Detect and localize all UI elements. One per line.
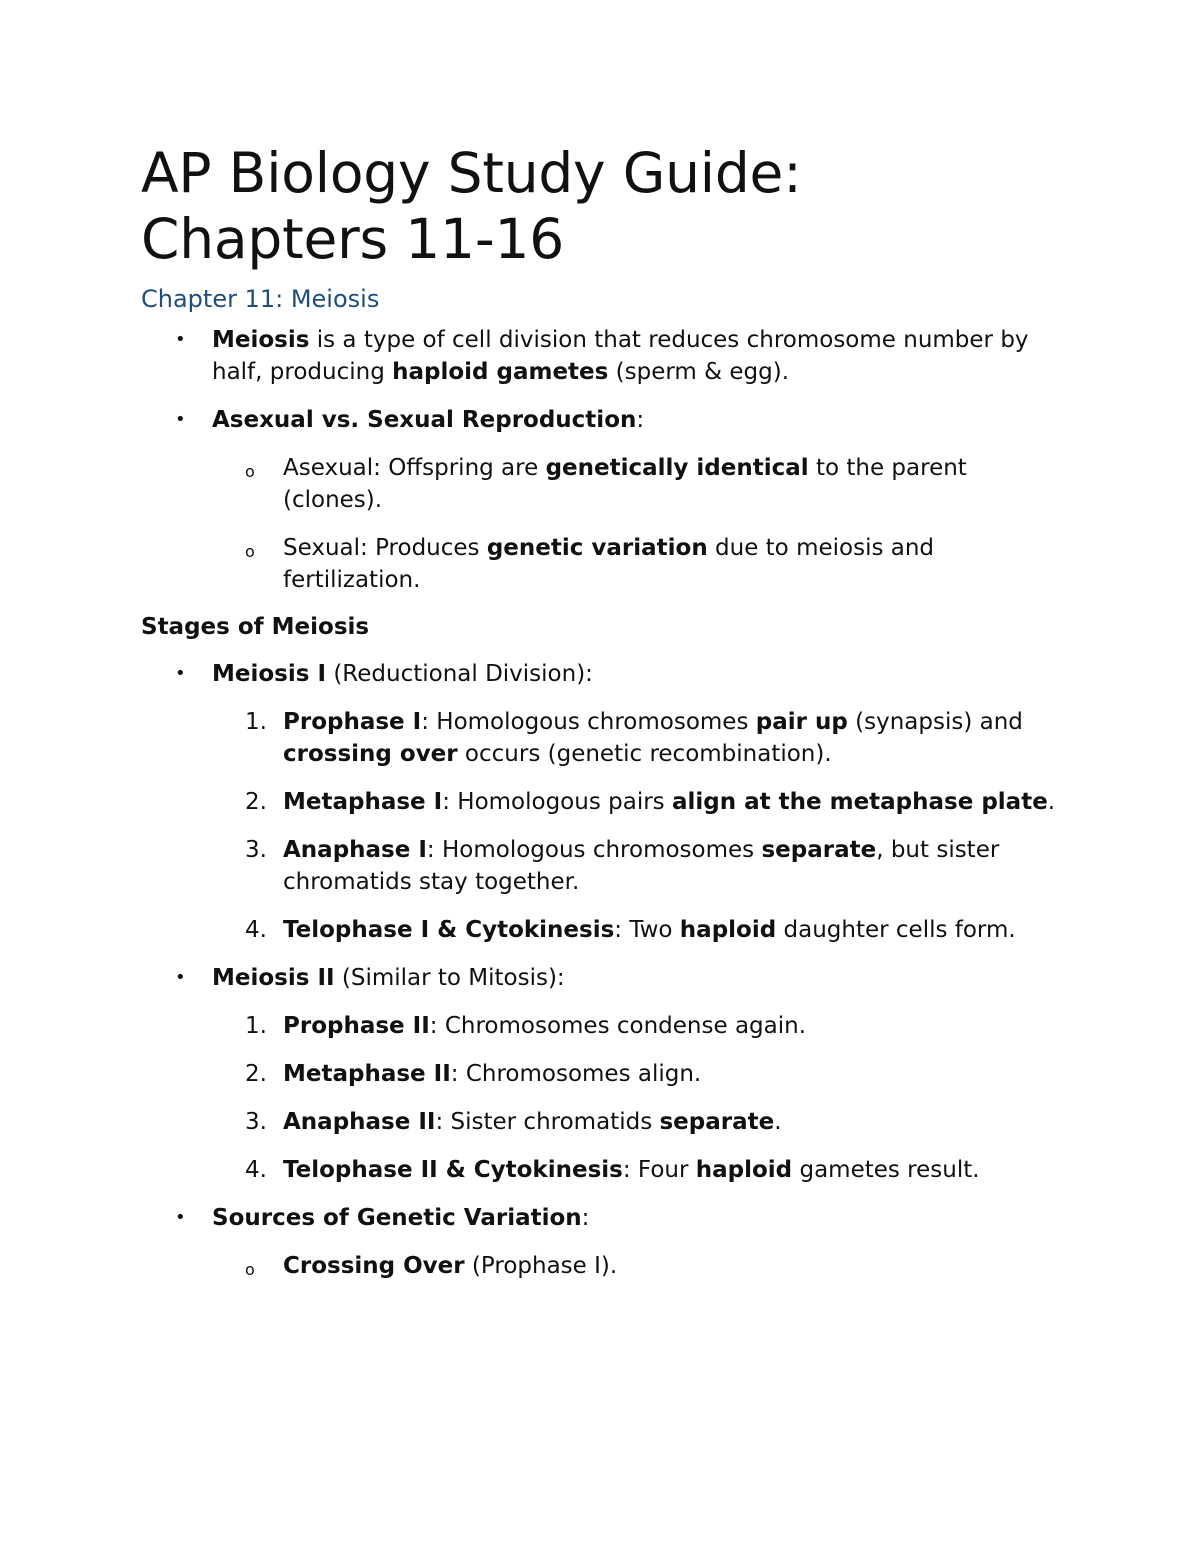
list-number: 2. <box>245 1061 267 1087</box>
bold-text: Meiosis II <box>212 965 335 991</box>
item-text: (Similar to Mitosis): <box>334 965 565 991</box>
item-text: : <box>636 407 645 433</box>
bold-text: pair up <box>755 709 848 735</box>
item-text: is a type of cell division that reduces chromosome number by half, producing <box>212 327 1029 385</box>
item-text: : <box>581 1205 590 1231</box>
item-text: : Homologous chromosomes <box>426 837 762 863</box>
circle-bullet-icon: o <box>245 462 255 481</box>
bold-text: crossing over <box>283 741 458 767</box>
bold-text: Metaphase II <box>283 1061 451 1087</box>
bold-text: Meiosis <box>212 327 310 353</box>
bullet-icon: • <box>175 663 186 684</box>
chapter-heading: Chapter 11: Meiosis <box>141 285 380 313</box>
list-item <box>141 786 1061 818</box>
list-item <box>141 914 1061 946</box>
bold-text: genetic variation <box>486 535 708 561</box>
item-text: : Sister chromatids <box>435 1109 660 1135</box>
list-item <box>141 452 1061 516</box>
bold-text: Anaphase I <box>283 837 427 863</box>
bold-text: Metaphase I <box>283 789 443 815</box>
bold-text: Prophase II <box>283 1013 430 1039</box>
bold-text: Crossing Over <box>283 1253 465 1279</box>
bullet-icon: • <box>175 409 186 430</box>
item-text: (synapsis) and <box>847 709 1023 735</box>
list-item <box>141 532 1061 596</box>
list-item <box>141 658 1061 690</box>
bold-text: Telophase II & Cytokinesis <box>283 1157 623 1183</box>
item-text: daughter cells form. <box>776 917 1016 943</box>
list-item <box>141 1058 1061 1090</box>
item-text: Sexual: Produces <box>283 535 487 561</box>
item-text: gametes result. <box>792 1157 980 1183</box>
item-text: : Chromosomes align. <box>450 1061 702 1087</box>
bold-text: Prophase I <box>283 709 422 735</box>
item-text: due to meiosis and fertilization. <box>283 535 935 593</box>
bullet-icon: • <box>175 967 186 988</box>
bold-text: separate <box>659 1109 775 1135</box>
item-text: , but sister chromatids stay together. <box>283 837 1000 895</box>
list-number: 2. <box>245 789 267 815</box>
bold-text: genetically identical <box>545 455 809 481</box>
bold-text: haploid <box>679 917 777 943</box>
item-text: (Reductional Division): <box>326 661 593 687</box>
list-item <box>141 404 1061 436</box>
item-text: to the parent (clones). <box>283 455 967 513</box>
item-text: : Four <box>622 1157 696 1183</box>
item-text: : Homologous pairs <box>442 789 672 815</box>
list-item <box>141 1202 1061 1234</box>
bold-text: haploid <box>695 1157 793 1183</box>
item-text: (Prophase I). <box>464 1253 618 1279</box>
list-number: 4. <box>245 917 267 943</box>
bold-text: Meiosis I <box>212 661 327 687</box>
list-item <box>141 1250 1061 1282</box>
list-item <box>141 834 1061 898</box>
list-item <box>141 1010 1061 1042</box>
list-item <box>141 324 1061 388</box>
item-text: (sperm & egg). <box>608 359 790 385</box>
item-text: occurs (genetic recombination). <box>457 741 832 767</box>
stages-heading: Stages of Meiosis <box>141 614 370 640</box>
bold-text: haploid gametes <box>392 359 609 385</box>
circle-bullet-icon: o <box>245 542 255 561</box>
bold-text: Asexual vs. Sexual Reproduction <box>212 407 637 433</box>
list-item <box>141 962 1061 994</box>
bold-text: Anaphase II <box>283 1109 436 1135</box>
bold-text: separate <box>761 837 877 863</box>
intro-list <box>141 324 1061 596</box>
list-number: 1. <box>245 709 267 735</box>
bullet-icon: • <box>175 329 186 350</box>
item-text: Asexual: Offspring are <box>283 455 546 481</box>
list-item <box>141 1154 1061 1186</box>
list-item <box>141 706 1061 770</box>
list-number: 3. <box>245 1109 267 1135</box>
item-text: : Two <box>614 917 680 943</box>
item-text: . <box>774 1109 782 1135</box>
list-number: 3. <box>245 837 267 863</box>
list-item <box>141 1106 1061 1138</box>
circle-bullet-icon: o <box>245 1260 255 1279</box>
item-text: . <box>1047 789 1056 815</box>
item-text: : Chromosomes condense again. <box>429 1013 807 1039</box>
bold-text: Sources of Genetic Variation <box>212 1205 582 1231</box>
bullet-icon: • <box>175 1207 186 1228</box>
list-number: 4. <box>245 1157 267 1183</box>
list-number: 1. <box>245 1013 267 1039</box>
stages-list <box>141 658 1061 1282</box>
item-text: : Homologous chromosomes <box>421 709 756 735</box>
bold-text: Telophase I & Cytokinesis <box>283 917 615 943</box>
bold-text: align at the metaphase plate <box>671 789 1048 815</box>
document-title: AP Biology Study Guide: Chapters 11-16 <box>141 141 802 271</box>
document-page <box>141 140 1061 1298</box>
